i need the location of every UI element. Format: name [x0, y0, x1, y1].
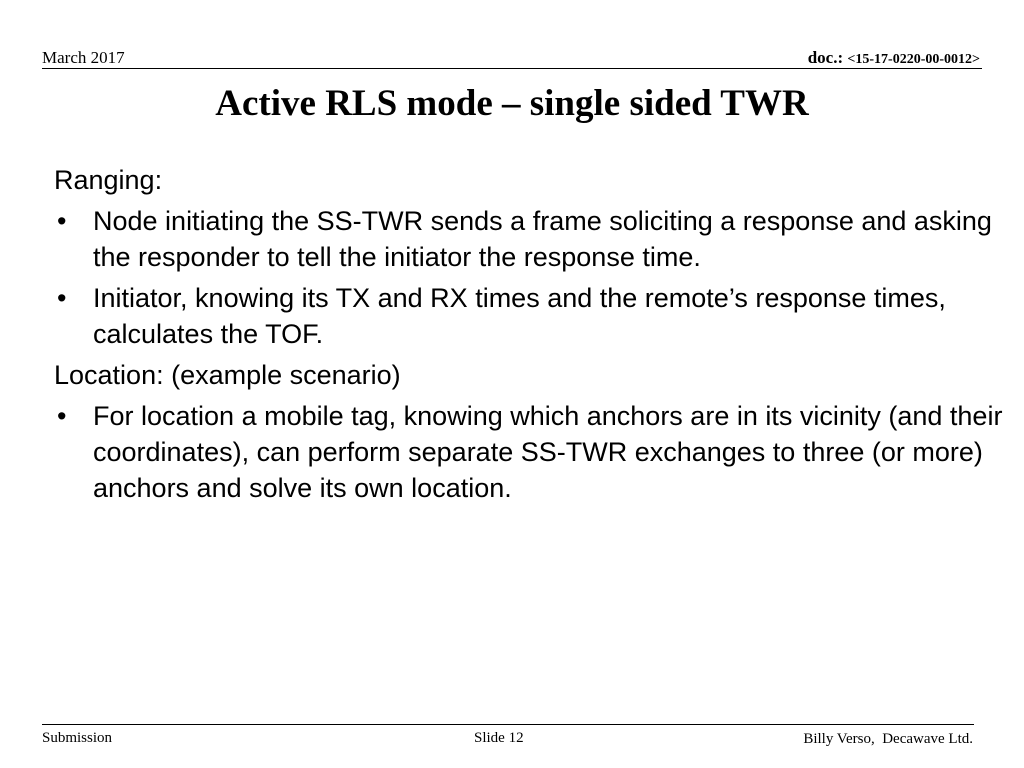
slide-body — [54, 162, 1004, 511]
header-divider — [42, 68, 982, 69]
bullet-text: Node initiating the SS-TWR sends a frame soliciting a response and asking the responder to tell the initiator the response time. — [93, 206, 992, 272]
footer-submission: Submission — [42, 730, 113, 746]
doc-label: doc.: — [807, 48, 848, 67]
slide-title: Active RLS mode – single sided TWR — [215, 83, 809, 124]
bullet-symbol: • — [57, 401, 67, 431]
bullet-text: Initiator, knowing its TX and RX times and the remote’s response times, calculates the TOF. — [93, 283, 946, 349]
footer-author: Billy Verso, Decawave Ltd. — [803, 731, 973, 747]
bullet-symbol: • — [57, 206, 67, 236]
doc-number: <15-17-0220-00-0012> — [847, 52, 980, 67]
ranging-heading: Ranging: — [54, 165, 163, 195]
bullet-symbol: • — [57, 283, 67, 313]
bullet-text: For location a mobile tag, knowing which anchors are in its vicinity (and their coordinates), can perform separate SS-TWR exchanges to three (or more) anchors and solve its own location. — [93, 401, 1003, 503]
header-date: March 2017 — [42, 48, 125, 67]
slide-number: Slide 12 — [474, 730, 524, 746]
location-heading: Location: (example scenario) — [54, 360, 401, 390]
header-doc-id — [808, 48, 980, 70]
bullet-item — [54, 398, 1004, 506]
bullet-item — [54, 203, 1004, 275]
footer-divider — [42, 724, 974, 725]
bullet-item — [54, 280, 1004, 352]
